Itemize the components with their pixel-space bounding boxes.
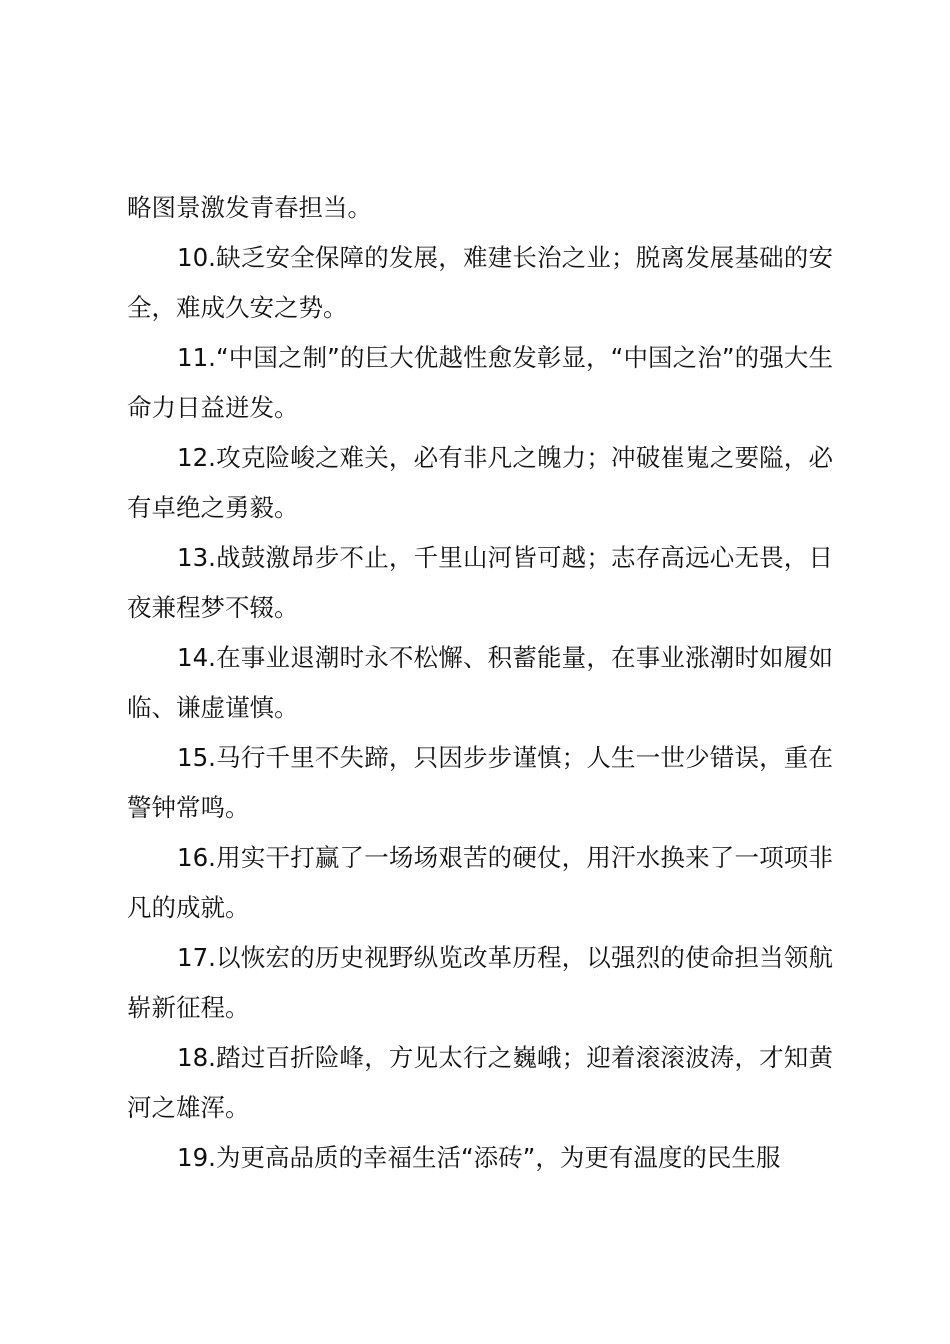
- document-body: [127, 183, 833, 1183]
- paragraph-item-13: 13.战鼓激昂步不止，千里山河皆可越；志存高远心无畏，日夜兼程梦不辍。: [127, 543, 833, 622]
- paragraph-item-11: 11.“中国之制”的巨大优越性愈发彰显，“中国之治”的强大生命力日益迸发。: [127, 343, 833, 422]
- paragraph-item-16: 16.用实干打赢了一场场艰苦的硬仗，用汗水换来了一项项非凡的成就。: [127, 843, 833, 922]
- paragraph-item-18: 18.踏过百折险峰，方见太行之巍峨；迎着滚滚波涛，才知黄河之雄浑。: [127, 1043, 833, 1122]
- paragraph-item-10: 10.缺乏安全保障的发展，难建长治之业；脱离发展基础的安全，难成久安之势。: [127, 243, 833, 322]
- paragraph-item-14: 14.在事业退潮时永不松懈、积蓄能量，在事业涨潮时如履如临、谦虚谨慎。: [127, 643, 833, 722]
- paragraph-item-15: 15.马行千里不失蹄，只因步步谨慎；人生一世少错误，重在警钟常鸣。: [127, 743, 833, 822]
- paragraph-continuation: 略图景激发青春担当。: [127, 193, 372, 222]
- paragraph-item-17: 17.以恢宏的历史视野纵览改革历程，以强烈的使命担当领航崭新征程。: [127, 943, 833, 1022]
- paragraph-item-19: 19.为更高品质的幸福生活“添砖”，为更有温度的民生服: [177, 1143, 781, 1172]
- paragraph-item-12: 12.攻克险峻之难关，必有非凡之魄力；冲破崔嵬之要隘，必有卓绝之勇毅。: [127, 443, 833, 522]
